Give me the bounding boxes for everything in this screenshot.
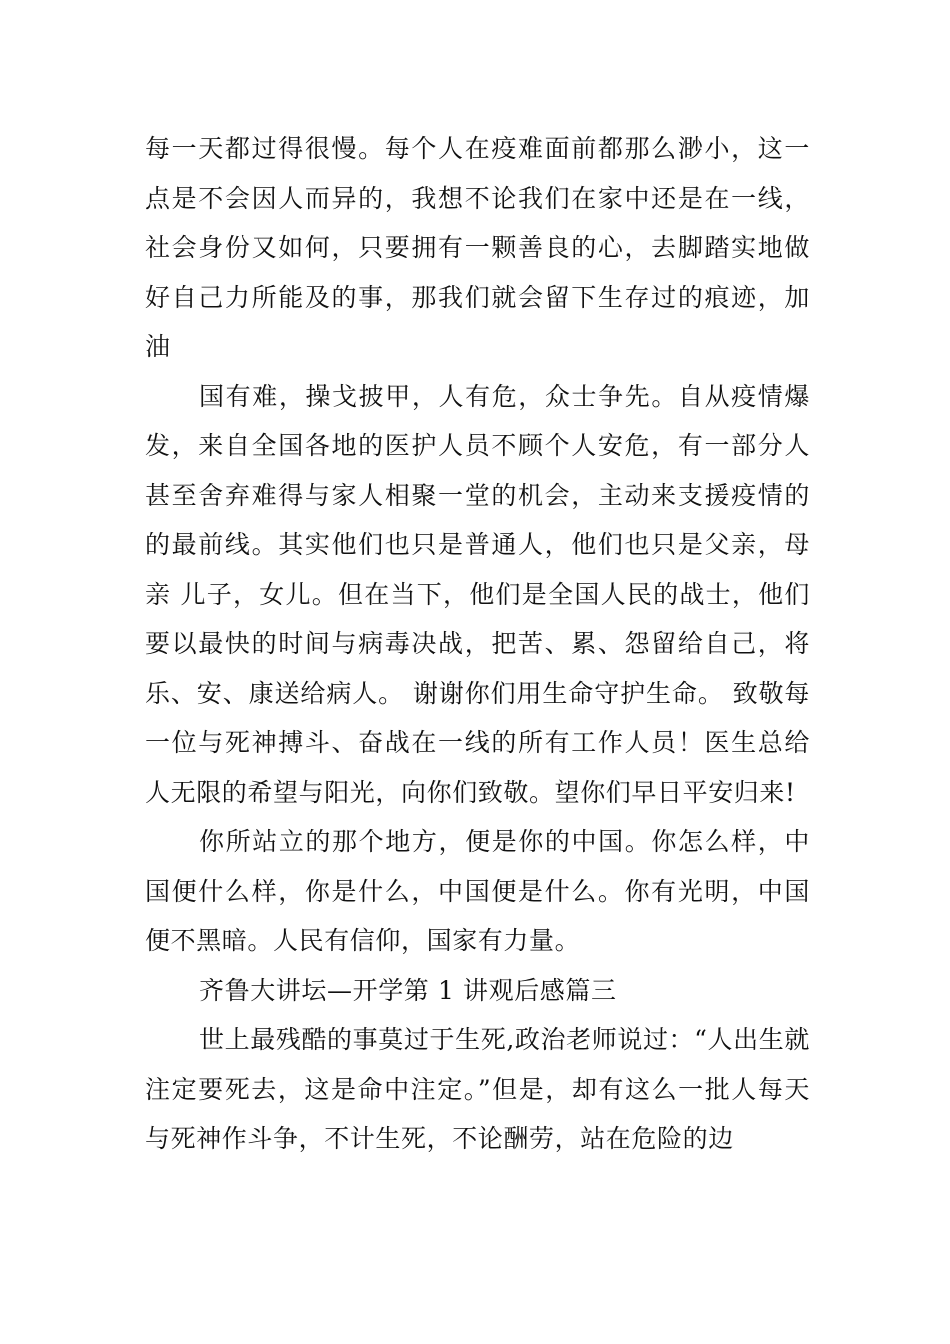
paragraph-tribute: 国有难，操戈披甲，人有危，众士争先。自从疫情爆发，来自全国各地的医护人员不顾个人安危，有一部分人甚至舍弃难得与家人相聚一堂的机会，主动来支援疫情的的最前线。其实他们也只是普通人，他们也只是父亲，母亲 儿子，女儿。但在当下，他们是全国人民的战士，他们要以最快的时间与病毒决战，把苦、累、怨留给自己，将乐、安、康送给病人。 谢谢你们用生命守护生命。 致敬每一位与死神搏斗、奋战在一线的所有工作人员！医生总给人无限的希望与阳光，向你们致敬。望你们早日平安归来! [145, 381, 810, 807]
paragraph-life-death: 世上最残酷的事莫过于生死,政治老师说过：“人出生就注定要死去，这是命中注定。”但是，却有这么一批人每天与死神作斗争，不计生死，不论酬劳，站在危险的边 [145, 1025, 810, 1153]
document-body [145, 124, 810, 1164]
section-heading: 齐鲁大讲坛—开学第 1 讲观后感篇三 [199, 975, 617, 1005]
paragraph-continued: 每一天都过得很慢。每个人在疫难面前都那么渺小，这一点是不会因人而异的，我想不论我们在家中还是在一线，社会身份又如何，只要拥有一颗善良的心，去脚踏实地做好自己力所能及的事，那我们就会留下生存过的痕迹，加油 [145, 134, 810, 361]
paragraph-china: 你所站立的那个地方，便是你的中国。你怎么样，中国便什么样，你是什么，中国便是什么。你有光明，中国便不黑暗。人民有信仰，国家有力量。 [145, 827, 810, 955]
